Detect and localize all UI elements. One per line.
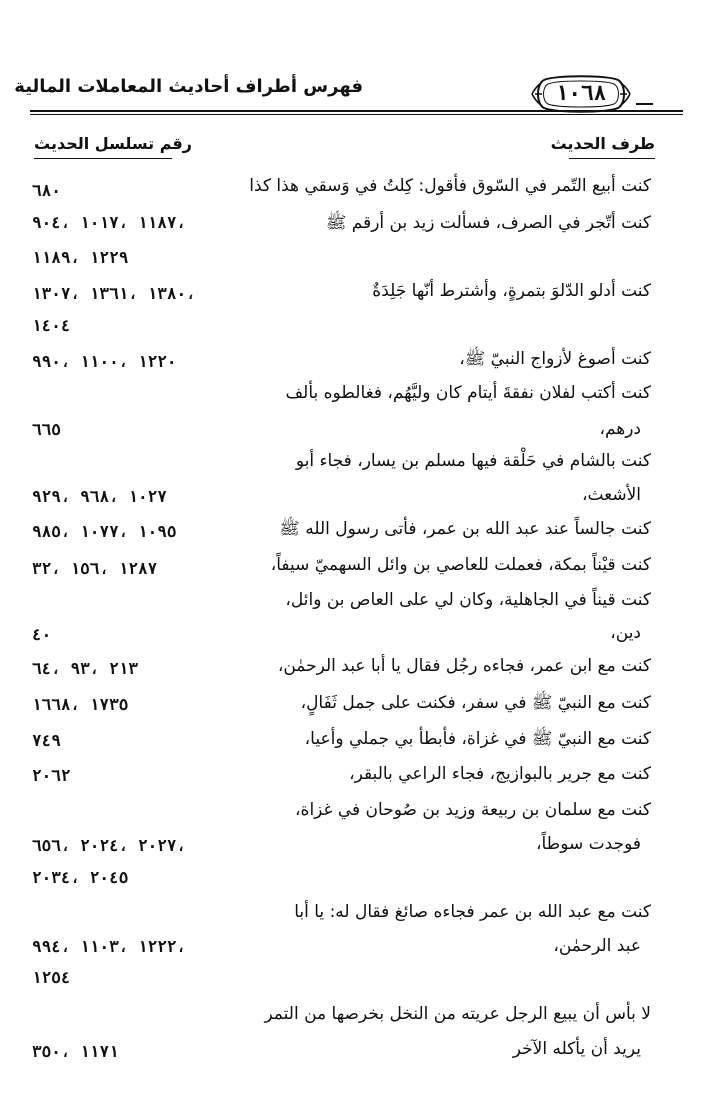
- column-heading-hadith: طرف الحديث: [550, 134, 655, 153]
- serial-numbers: ١٤٠٤: [32, 316, 71, 335]
- header-dash: [636, 103, 653, 105]
- serial-numbers: ٦٨٠: [32, 181, 61, 200]
- serial-numbers: ١٢٥٤: [32, 968, 71, 987]
- hadith-text-line: كنت جالساً عند عبد الله بن عمر، فأتى رسول الله ﷺ: [279, 519, 651, 539]
- serial-numbers: ٧٤٩: [32, 731, 61, 750]
- serial-numbers: ١٢٢٩ ،١١٨٩: [32, 248, 129, 267]
- hadith-text-line: دين،: [610, 623, 641, 643]
- hadith-text-line: كنت قيْناً بمكة، فعملت للعاصي بن وائل السهميّ سيفاً،: [270, 555, 651, 575]
- hadith-text-line: عبد الرحمٰن،: [553, 936, 641, 956]
- serial-numbers: ٦٦٥: [32, 420, 61, 439]
- hadith-text-line: كنت مع النبيّ ﷺ في سفر، فكنت على جمل ثَفَالٍ،: [300, 693, 651, 713]
- serial-numbers: ٢٠٤٥ ،٢٠٣٤: [32, 868, 129, 887]
- hadith-text-line: كنت مع عبد الله بن عمر فجاءه صائغ فقال له: يا أبا: [294, 902, 651, 922]
- serial-numbers: ١٧٣٥ ،١٦٦٨: [32, 695, 129, 714]
- hadith-text-line: كنت أصوغ لأزواج النبيّ ﷺ،: [459, 349, 651, 369]
- hadith-text-line: كنت مع جرير بالبوازيج، فجاء الراعي بالبقر،: [349, 764, 651, 784]
- serial-numbers: ٢١٣ ،٩٣ ،٦٤: [32, 659, 138, 678]
- column-heading-underline: [34, 158, 172, 159]
- hadith-text-line: الأشعث،: [581, 485, 641, 505]
- serial-numbers: ٢٠٦٢: [32, 766, 71, 785]
- hadith-text-line: فوجدت سوطاً،: [536, 834, 641, 854]
- serial-numbers: ١٢٢٠ ،١١٠٠ ،٩٩٠: [32, 352, 177, 371]
- header-rule: [30, 110, 683, 112]
- hadith-text-line: كنت مع النبيّ ﷺ في غزاة، فأبطأ بي جملي وأعيا،: [304, 729, 651, 749]
- page-number-badge: [530, 74, 632, 114]
- hadith-text-line: كنت أتّجر في الصرف، فسألت زيد بن أرقم ﷺ: [325, 213, 651, 233]
- hadith-text-line: درهم،: [599, 419, 641, 439]
- page-number: ١٠٦٨: [555, 81, 607, 105]
- hadith-text-line: كنت قيناً في الجاهلية، وكان لي على العاص بن وائل،: [285, 590, 651, 610]
- hadith-text-line: كنت أكتب لفلان نفقةَ أيتام كان وليَّهُم، فغالطوه بألف: [285, 383, 651, 403]
- hadith-text-line: كنت مع سلمان بن ربيعة وزيد بن صُوحان في غزاة،: [295, 800, 651, 820]
- column-heading-serial: رقم تسلسل الحديث: [34, 134, 192, 153]
- serial-numbers: ١٢٨٧ ،١٥٦ ،٣٢: [32, 559, 158, 578]
- serial-numbers: ١٠٢٧ ،٩٦٨ ،٩٢٩: [32, 487, 167, 506]
- hadith-text-line: لا بأس أن يبيع الرجل عريته من النخل بخرصها من التمر: [264, 1004, 651, 1024]
- hadith-text-line: كنت أدلو الدّلوَ بتمرةٍ، وأشترط أنّها جَلِدَةٌ: [372, 281, 651, 301]
- hadith-text-line: كنت بالشام في حَلْقة فيها مسلم بن يسار، فجاء أبو: [295, 451, 651, 471]
- hadith-text-line: يريد أن يأكله الآخر: [512, 1039, 641, 1059]
- serial-numbers: ٢٠٢٧ ،٢٠٢٤ ،٦٥٦،: [32, 836, 187, 855]
- column-heading-underline: [569, 158, 655, 159]
- serial-numbers: ١١٨٧ ،١٠١٧ ،٩٠٤،: [32, 213, 187, 232]
- serial-numbers: ٤٠: [32, 625, 52, 644]
- serial-numbers: ١٣٨٠ ،١٣٦١ ،١٣٠٧،: [32, 284, 196, 303]
- header-rule-thin: [30, 114, 683, 115]
- serial-numbers: ١٠٩٥ ،١٠٧٧ ،٩٨٥: [32, 522, 177, 541]
- hadith-text-line: كنت مع ابن عمر، فجاءه رجُل فقال يا أبا عبد الرحمٰن،: [277, 656, 651, 676]
- hadith-text-line: كنت أبيع التّمر في السّوق فأقول: كِلتُ في وَسقي هذا كذا: [249, 176, 651, 196]
- running-title: فهرس أطراف أحاديث المعاملات المالية: [14, 76, 363, 97]
- serial-numbers: ١٢٢٢ ،١١٠٣ ،٩٩٤،: [32, 937, 187, 956]
- serial-numbers: ١١٧١ ،٣٥٠: [32, 1042, 119, 1061]
